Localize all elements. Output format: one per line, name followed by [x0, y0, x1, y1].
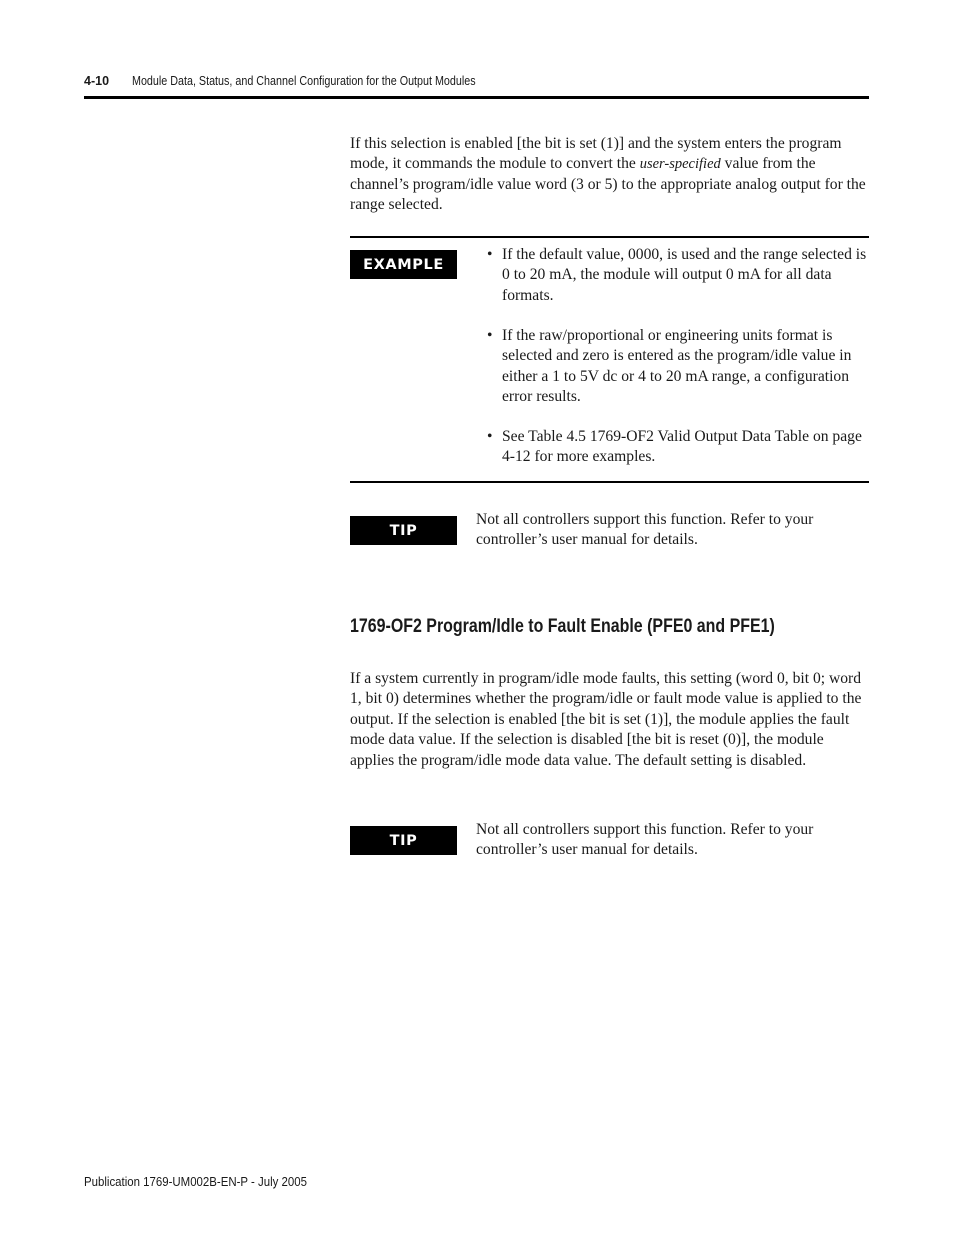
bullet-glyph: •: [487, 428, 493, 445]
page-header: [84, 72, 869, 99]
example-bullet-text: See Table 4.5 1769-OF2 Valid Output Data Table on page 4-12 for more examples.: [502, 428, 862, 466]
page-number: 4-10: [84, 74, 110, 88]
section-heading: 1769-OF2 Program/Idle to Fault Enable (PFE0 and PFE1): [350, 616, 775, 637]
bullet-glyph: •: [487, 327, 493, 344]
tip-label: TIP: [350, 516, 457, 545]
example-bullet: [487, 245, 869, 306]
publication-footer: Publication 1769-UM002B-EN-P - July 2005: [84, 1174, 307, 1189]
tip-text: Not all controllers support this function. Refer to your controller’s user manual for details.: [476, 511, 814, 549]
example-bottom-rule: [350, 481, 869, 483]
example-label: EXAMPLE: [350, 250, 457, 279]
section-paragraph: If a system currently in program/idle mode faults, this setting (word 0, bit 0; word 1, bit 0) determines whether the program/idle or fault mode value is applied to the output. If the selection is enabled [the bit is set (1)], the module applies the fault mode data value. If the selection is disabled [the bit is reset (0)], the module applies the program/idle mode data value. The default setting is disabled.: [350, 670, 862, 769]
example-top-rule: [350, 236, 869, 238]
example-bullet-text: If the default value, 0000, is used and the range selected is 0 to 20 mA, the module will output 0 mA for all data formats.: [502, 246, 867, 304]
example-bullet: [487, 427, 869, 468]
intro-italic: user-specified: [639, 156, 721, 173]
tip-label: TIP: [350, 826, 457, 855]
intro-text-part2: value from the channel’s program/idle value word (3 or 5) to the appropriate analog output for the range selected.: [350, 155, 866, 214]
bullet-glyph: •: [487, 246, 493, 263]
example-bullet: [487, 326, 869, 408]
intro-text-part1: If this selection is enabled [the bit is set (1)] and the system enters the program mode, it commands the module to convert the: [350, 135, 842, 173]
example-bullet-text: If the raw/proportional or engineering units format is selected and zero is entered as the program/idle value in either a 1 to 5V dc or 4 to 20 mA range, a configuration error results.: [502, 327, 852, 406]
intro-paragraph: [350, 134, 870, 216]
header-title: Module Data, Status, and Channel Configuration for the Output Modules: [132, 74, 476, 88]
tip-text: Not all controllers support this function. Refer to your controller’s user manual for details.: [476, 821, 814, 859]
